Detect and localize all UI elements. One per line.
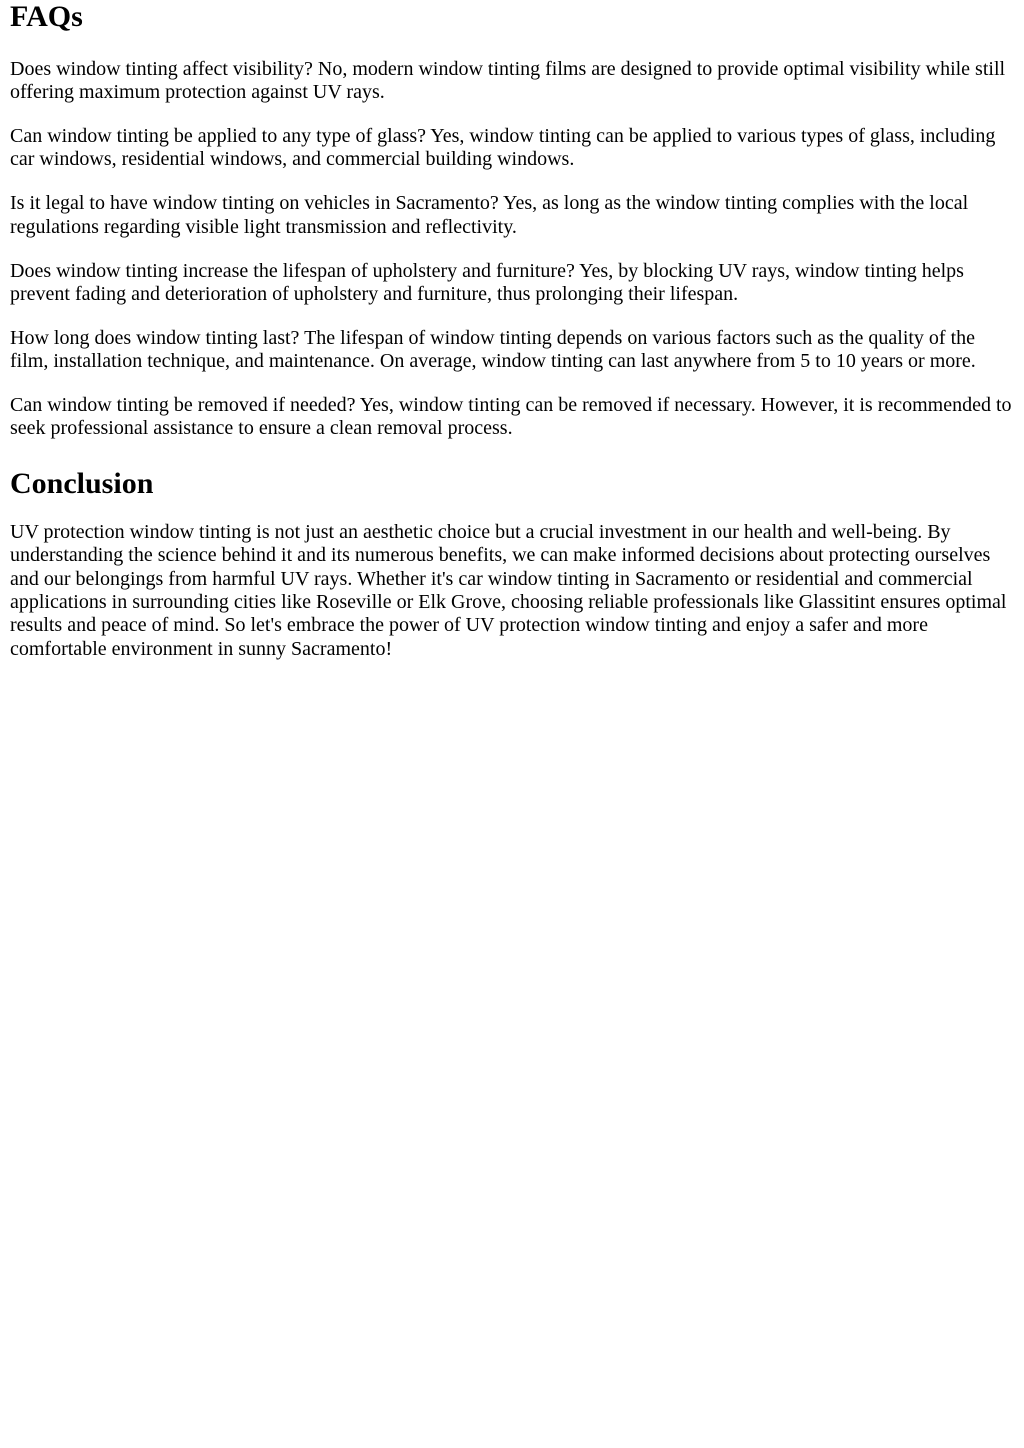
faq-item: How long does window tinting last? The lifespan of window tinting depends on various factors such as the quality of the film, installation technique, and maintenance. On average, window tinting can last anywhere from 5 to 10 years or more.	[10, 326, 976, 373]
faq-item: Can window tinting be removed if needed? Yes, window tinting can be removed if necessary. However, it is recommended to seek professional assistance to ensure a clean removal process.	[10, 393, 1012, 440]
document-page	[0, 0, 1024, 661]
faq-item: Does window tinting increase the lifespan of upholstery and furniture? Yes, by blocking UV rays, window tinting helps prevent fading and deterioration of upholstery and furniture, thus prolonging their lifespan.	[10, 259, 964, 305]
faq-item: Does window tinting affect visibility? No, modern window tinting films are designed to provide optimal visibility while still offering maximum protection against UV rays.	[10, 58, 1006, 104]
faqs-heading: FAQs	[10, 0, 83, 33]
conclusion-paragraph: UV protection window tinting is not just an aesthetic choice but a crucial investment in our health and well-being. By understanding the science behind it and its numerous benefits, we can make informed decisions about protecting ourselves and our belongings from harmful UV rays. Whether it's car window tinting in Sacramento or residential and commercial applications in surrounding cities like Roseville or Elk Grove, choosing reliable professionals like Glassitint ensures optimal results and peace of mind. So let's embrace the power of UV protection window tinting and enjoy a safer and more comfortable environment in sunny Sacramento!	[10, 521, 1007, 660]
faq-item: Can window tinting be applied to any type of glass? Yes, window tinting can be applied to various types of glass, including car windows, residential windows, and commercial building windows.	[10, 125, 996, 171]
conclusion-heading: Conclusion	[10, 466, 154, 500]
faq-item: Is it legal to have window tinting on vehicles in Sacramento? Yes, as long as the window tinting complies with the local regulations regarding visible light transmission and reflectivity.	[10, 192, 969, 238]
faqs-section	[10, 0, 1016, 441]
conclusion-section	[10, 467, 1016, 661]
